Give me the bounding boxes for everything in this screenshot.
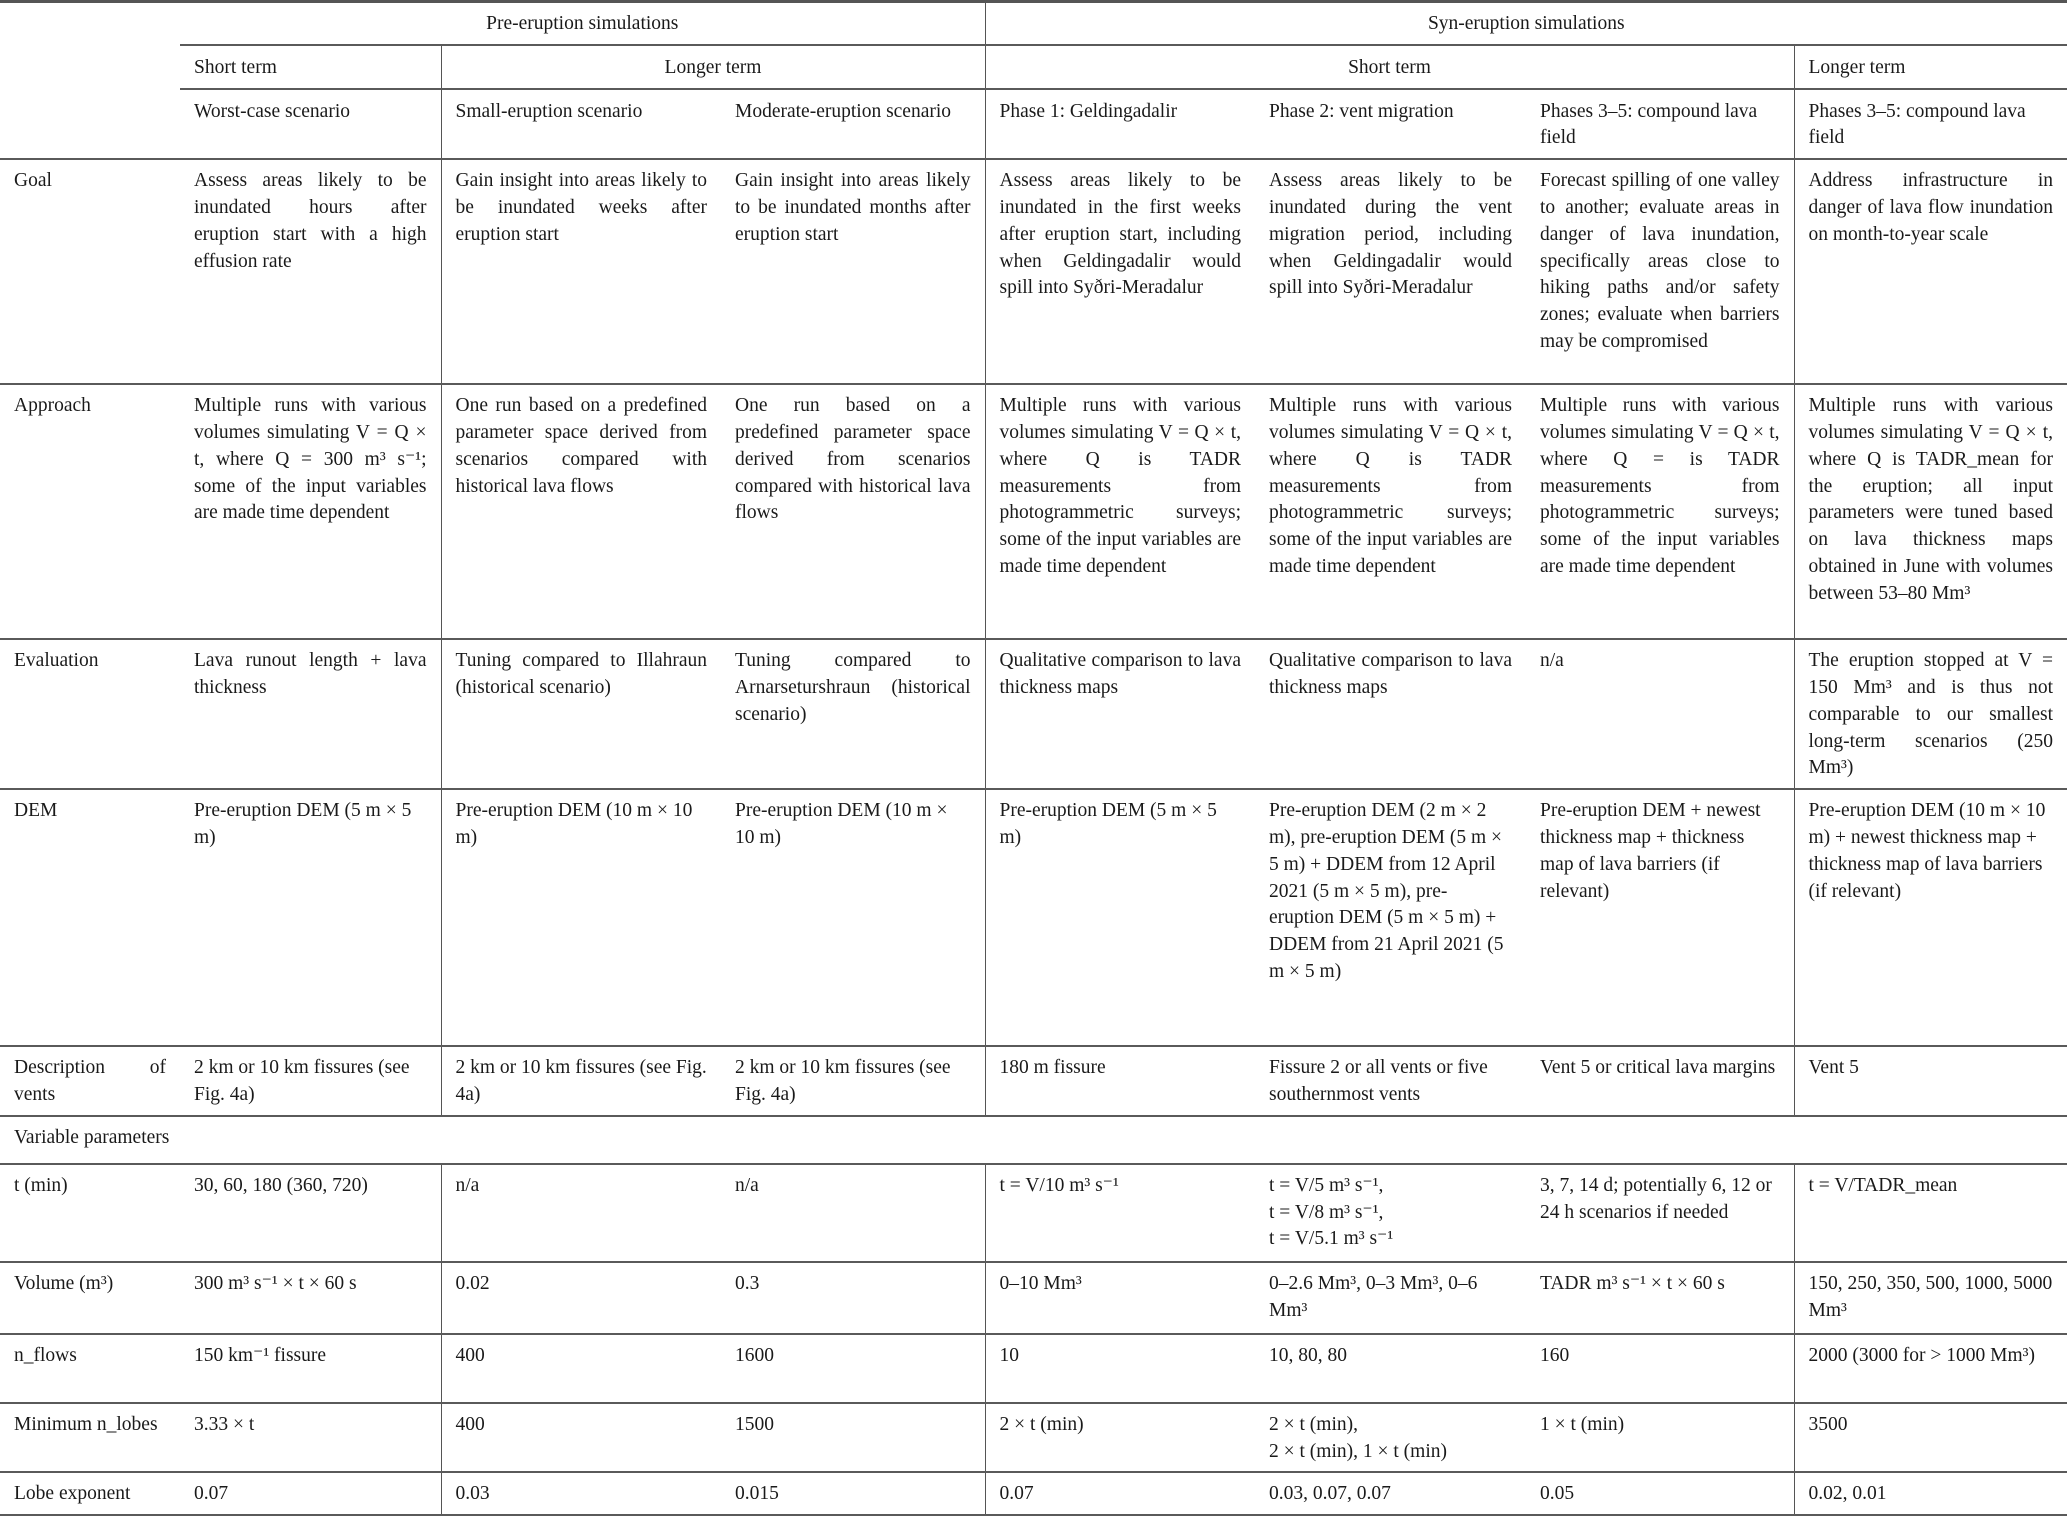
table-cell: Pre-eruption DEM (10 m × 10 m) [441, 789, 721, 1046]
table-cell: 0–10 Mm³ [985, 1262, 1255, 1334]
table-cell: Pre-eruption DEM (2 m × 2 m), pre-eruption DEM (5 m × 5 m) + DDEM from 12 April 2021 (5 m × 5 m), pre-eruption DEM (5 m × 5 m) + DDEM from 21 April 2021 (5 m × 5 m) [1255, 789, 1526, 1046]
table-cell: Multiple runs with various volumes simulating V = Q × t, where Q = is TADR measurements from photogrammetric surveys; some of the input variables are made time dependent [1526, 384, 1794, 639]
row-label: Minimum n_lobes [0, 1403, 180, 1473]
table-cell: The eruption stopped at V = 150 Mm³ and is thus not comparable to our smallest long-term scenarios (250 Mm³) [1794, 639, 2067, 789]
table-cell: 0.03, 0.07, 0.07 [1255, 1472, 1526, 1515]
table-cell: Vent 5 [1794, 1046, 2067, 1116]
table-cell: Tuning compared to Arnarseturshraun (historical scenario) [721, 639, 985, 789]
table-cell: Qualitative comparison to lava thickness maps [1255, 639, 1526, 789]
table-cell: n/a [721, 1164, 985, 1262]
table-cell: 400 [441, 1334, 721, 1403]
table-cell [1255, 1164, 1526, 1262]
header-corner [0, 2, 180, 45]
header-scenario-row [0, 89, 2067, 160]
table-row-vents [0, 1046, 2067, 1116]
table-cell: One run based on a predefined parameter space derived from scenarios compared with historical lava flows [721, 384, 985, 639]
table-cell: 0.02 [441, 1262, 721, 1334]
table-cell: 2000 (3000 for > 1000 Mm³) [1794, 1334, 2067, 1403]
header-group-row [0, 2, 2067, 45]
table-cell: Multiple runs with various volumes simulating V = Q × t, where Q is TADR_mean for the eruption; all input parameters were tuned based on lava thickness maps obtained in June with volumes between 53–80 Mm³ [1794, 384, 2067, 639]
table-cell [1255, 1403, 1526, 1473]
row-label: t (min) [0, 1164, 180, 1262]
table-cell: 10, 80, 80 [1255, 1334, 1526, 1403]
header-term-row [0, 45, 2067, 89]
table-cell: 2 × t (min) [985, 1403, 1255, 1473]
section-label: Variable parameters [0, 1116, 2067, 1164]
table-cell: 0–2.6 Mm³, 0–3 Mm³, 0–6 Mm³ [1255, 1262, 1526, 1334]
header-term-pre-longer: Longer term [441, 45, 985, 89]
table-cell: Pre-eruption DEM (10 m × 10 m) [721, 789, 985, 1046]
table-cell: 400 [441, 1403, 721, 1473]
cell-line: 2 × t (min), [1269, 1413, 1358, 1435]
row-label: Volume (m³) [0, 1262, 180, 1334]
table-cell: 1500 [721, 1403, 985, 1473]
header-scenario: Small-eruption scenario [441, 89, 721, 160]
header-term-pre-short: Short term [180, 45, 441, 89]
table-cell: 160 [1526, 1334, 1794, 1403]
row-label: Evaluation [0, 639, 180, 789]
table-cell: t = V/TADR_mean [1794, 1164, 2067, 1262]
cell-line: 2 × t (min), 1 × t (min) [1269, 1440, 1447, 1462]
header-group-pre-eruption: Pre-eruption simulations [180, 2, 985, 45]
table-cell: 0.015 [721, 1472, 985, 1515]
table-row-t [0, 1164, 2067, 1262]
row-label: Description of vents [0, 1046, 180, 1116]
table-cell: 1600 [721, 1334, 985, 1403]
table-cell: 2 km or 10 km fissures (see Fig. 4a) [721, 1046, 985, 1116]
table-cell: Multiple runs with various volumes simulating V = Q × t, where Q is TADR measurements from photogrammetric surveys; some of the input variables are made time dependent [985, 384, 1255, 639]
table-cell: 3.33 × t [180, 1403, 441, 1473]
table-cell: Address infrastructure in danger of lava flow inundation on month-to-year scale [1794, 159, 2067, 384]
table-cell: 150 km⁻¹ fissure [180, 1334, 441, 1403]
cell-line: t = V/8 m³ s⁻¹, [1269, 1201, 1384, 1223]
table-cell: 0.07 [985, 1472, 1255, 1515]
table-cell: Multiple runs with various volumes simulating V = Q × t, where Q = 300 m³ s⁻¹; some of the input variables are made time dependent [180, 384, 441, 639]
header-scenario: Phase 2: vent migration [1255, 89, 1526, 160]
table-cell: Gain insight into areas likely to be inundated months after eruption start [721, 159, 985, 384]
table-cell: n/a [441, 1164, 721, 1262]
table-cell: Forecast spilling of one valley to another; evaluate areas in danger of lava inundation, specifically areas close to hiking paths and/or safety zones; evaluate when barriers may be compromised [1526, 159, 1794, 384]
table-cell: 3500 [1794, 1403, 2067, 1473]
table-cell: 300 m³ s⁻¹ × t × 60 s [180, 1262, 441, 1334]
section-row-variable-parameters [0, 1116, 2067, 1164]
header-scenario: Worst-case scenario [180, 89, 441, 160]
table-cell: Pre-eruption DEM (5 m × 5 m) [180, 789, 441, 1046]
table-cell: t = V/10 m³ s⁻¹ [985, 1164, 1255, 1262]
cell-line: t = V/5 m³ s⁻¹, [1269, 1174, 1384, 1196]
row-label: n_flows [0, 1334, 180, 1403]
table-cell: Vent 5 or critical lava margins [1526, 1046, 1794, 1116]
table-cell: Gain insight into areas likely to be inundated weeks after eruption start [441, 159, 721, 384]
table-cell: Fissure 2 or all vents or five southernmost vents [1255, 1046, 1526, 1116]
table-cell: 0.3 [721, 1262, 985, 1334]
table-cell: 10 [985, 1334, 1255, 1403]
header-group-syn-eruption: Syn-eruption simulations [985, 2, 2067, 45]
table-cell: Tuning compared to Illahraun (historical scenario) [441, 639, 721, 789]
table-cell: TADR m³ s⁻¹ × t × 60 s [1526, 1262, 1794, 1334]
table-cell: 2 km or 10 km fissures (see Fig. 4a) [441, 1046, 721, 1116]
table-cell: One run based on a predefined parameter space derived from scenarios compared with historical lava flows [441, 384, 721, 639]
table-cell: Assess areas likely to be inundated during the vent migration period, including when Geldingadalir would spill into Syðri-Meradalur [1255, 159, 1526, 384]
header-scenario: Moderate-eruption scenario [721, 89, 985, 160]
table-row-volume [0, 1262, 2067, 1334]
header-term-syn-longer: Longer term [1794, 45, 2067, 89]
header-term-syn-short: Short term [985, 45, 1794, 89]
row-label: DEM [0, 789, 180, 1046]
table-row-n-lobes [0, 1403, 2067, 1473]
row-label: Goal [0, 159, 180, 384]
table-cell: 1 × t (min) [1526, 1403, 1794, 1473]
header-corner [0, 45, 180, 89]
table-cell: Assess areas likely to be inundated hours after eruption start with a high effusion rate [180, 159, 441, 384]
table-cell: Multiple runs with various volumes simulating V = Q × t, where Q is TADR measurements from photogrammetric surveys; some of the input variables are made time dependent [1255, 384, 1526, 639]
cell-line: t = V/5.1 m³ s⁻¹ [1269, 1228, 1394, 1250]
table-cell: 2 km or 10 km fissures (see Fig. 4a) [180, 1046, 441, 1116]
table-cell: 3, 7, 14 d; potentially 6, 12 or 24 h scenarios if needed [1526, 1164, 1794, 1262]
table-row-n-flows [0, 1334, 2067, 1403]
header-scenario: Phase 1: Geldingadalir [985, 89, 1255, 160]
table-cell: 0.05 [1526, 1472, 1794, 1515]
table-row-evaluation [0, 639, 2067, 789]
table-cell: Pre-eruption DEM (10 m × 10 m) + newest thickness map + thickness map of lava barriers (if relevant) [1794, 789, 2067, 1046]
table-cell: Lava runout length + lava thickness [180, 639, 441, 789]
table-cell: 180 m fissure [985, 1046, 1255, 1116]
table-row-dem [0, 789, 2067, 1046]
table-cell: Pre-eruption DEM (5 m × 5 m) [985, 789, 1255, 1046]
table-body [0, 159, 2067, 1515]
table-cell: 0.07 [180, 1472, 441, 1515]
table-cell: 30, 60, 180 (360, 720) [180, 1164, 441, 1262]
table-cell: Qualitative comparison to lava thickness maps [985, 639, 1255, 789]
table-cell: Pre-eruption DEM + newest thickness map + thickness map of lava barriers (if relevant) [1526, 789, 1794, 1046]
table-row-approach [0, 384, 2067, 639]
header-corner [0, 89, 180, 160]
header-scenario: Phases 3–5: compound lava field [1526, 89, 1794, 160]
header-scenario: Phases 3–5: compound lava field [1794, 89, 2067, 160]
row-label: Approach [0, 384, 180, 639]
table-cell: Assess areas likely to be inundated in the first weeks after eruption start, including when Geldingadalir would spill into Syðri-Meradalur [985, 159, 1255, 384]
table-cell: 0.03 [441, 1472, 721, 1515]
row-label: Lobe exponent [0, 1472, 180, 1515]
table-cell: 0.02, 0.01 [1794, 1472, 2067, 1515]
table-row-goal [0, 159, 2067, 384]
table-cell: 150, 250, 350, 500, 1000, 5000 Mm³ [1794, 1262, 2067, 1334]
table-cell: n/a [1526, 639, 1794, 789]
